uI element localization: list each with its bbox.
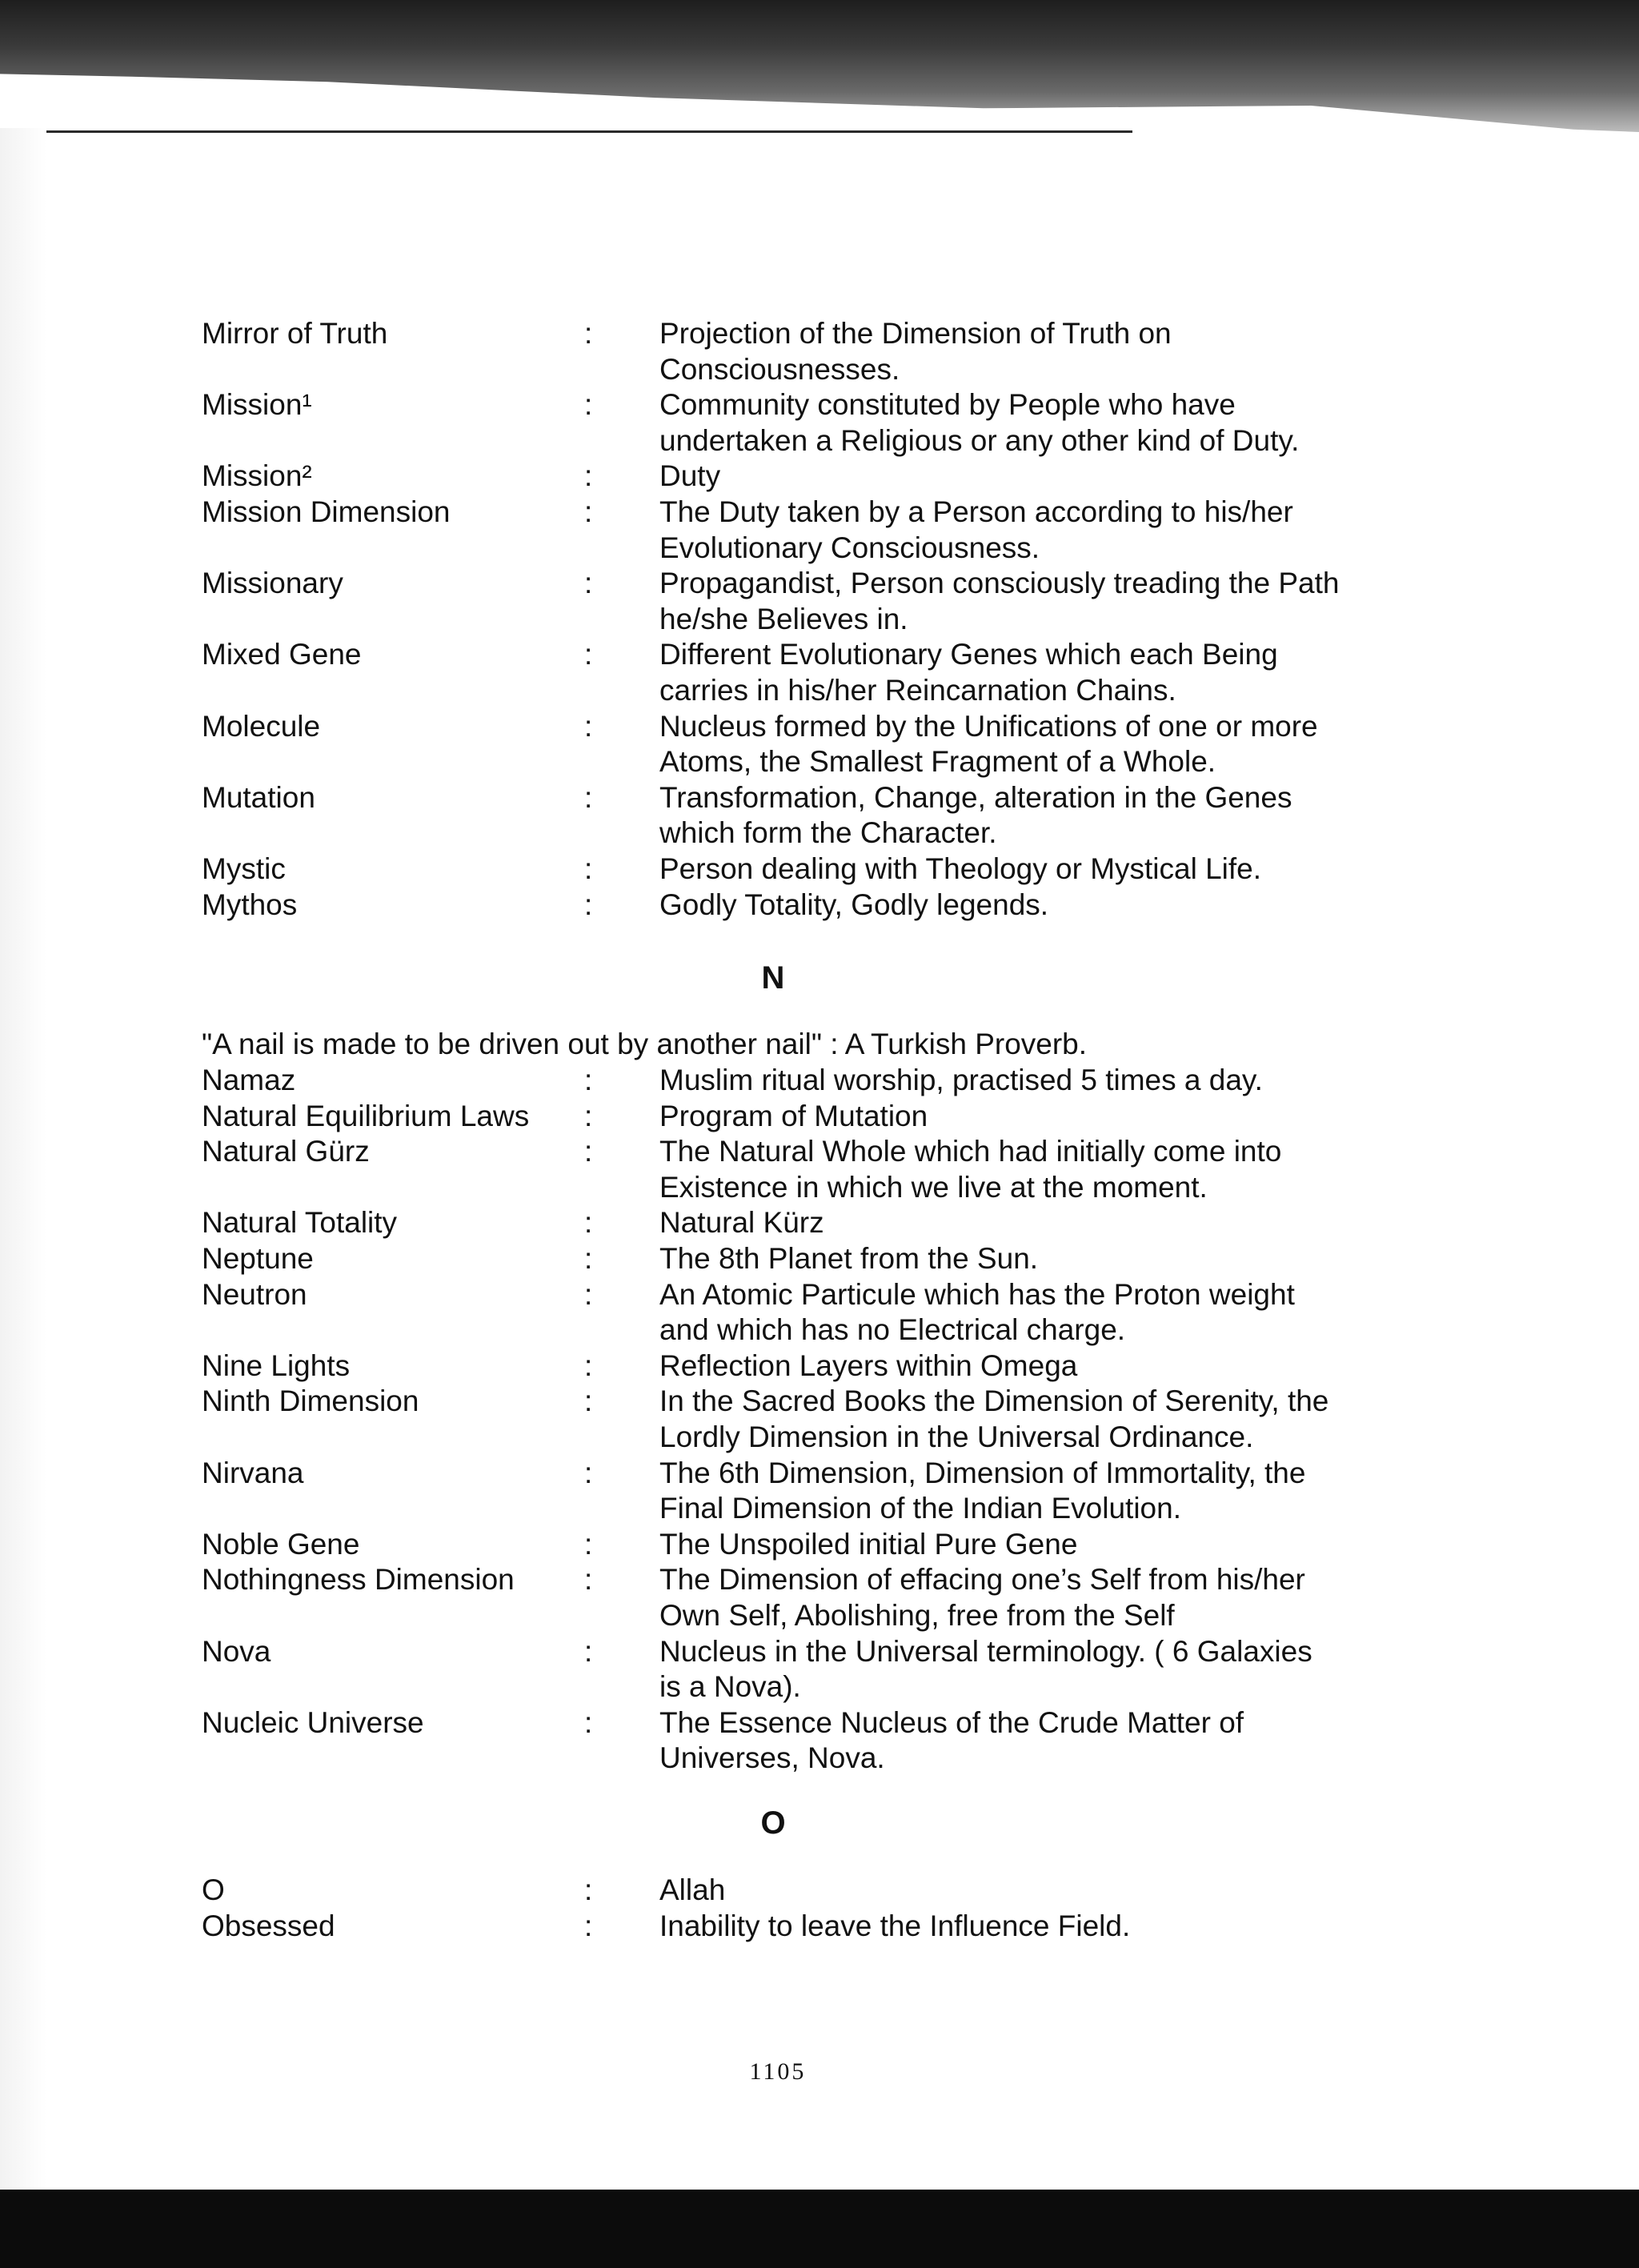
definition-line: Transformation, Change, alteration in the Genes <box>659 780 1292 814</box>
term-separator: : <box>584 638 593 671</box>
glossary-term: Nothingness Dimension <box>202 1563 515 1597</box>
glossary-definition <box>659 1099 1362 1135</box>
glossary-definition <box>659 566 1362 637</box>
definition-line: Existence in which we live at the moment. <box>659 1170 1208 1204</box>
glossary-term: Neptune <box>202 1241 314 1275</box>
glossary-definition <box>659 709 1362 780</box>
glossary-entry <box>202 1277 1362 1348</box>
glossary-definition <box>659 1384 1362 1455</box>
glossary-entry <box>202 1873 1362 1909</box>
glossary-definition <box>659 1705 1362 1777</box>
glossary-definition <box>659 1634 1362 1705</box>
term-separator: : <box>584 1705 593 1739</box>
term-separator: : <box>584 567 593 600</box>
definition-line: The Natural Whole which had initially come into <box>659 1135 1282 1168</box>
glossary-term: Natural Equilibrium Laws <box>202 1099 530 1132</box>
glossary-term: Natural Totality <box>202 1206 398 1240</box>
glossary-entry <box>202 888 1362 924</box>
definition-line: The Duty taken by a Person according to his/her <box>659 495 1293 528</box>
glossary-term: Noble Gene <box>202 1527 360 1561</box>
glossary-term: Obsessed <box>202 1909 335 1942</box>
term-separator: : <box>584 317 593 350</box>
glossary-entry <box>202 1562 1362 1633</box>
definition-line: Allah <box>659 1873 726 1906</box>
glossary-term: Ninth Dimension <box>202 1384 419 1418</box>
definition-line: Atoms, the Smallest Fragment of a Whole. <box>659 745 1216 779</box>
section-letter-o: O <box>760 1805 786 1841</box>
definition-line: Natural Kürz <box>659 1206 824 1240</box>
term-separator: : <box>584 1456 593 1489</box>
glossary-entry <box>202 1063 1362 1099</box>
glossary-definition <box>659 316 1362 387</box>
section-letter-n: N <box>761 960 785 996</box>
glossary-entry <box>202 1705 1362 1777</box>
definition-line: is a Nova). <box>659 1670 801 1704</box>
term-separator: : <box>584 495 593 528</box>
glossary-entry <box>202 387 1362 459</box>
glossary-entry <box>202 566 1362 637</box>
glossary-term: Mythos <box>202 888 298 921</box>
term-separator: : <box>584 1099 593 1132</box>
glossary-term: Nirvana <box>202 1456 304 1489</box>
glossary-definition <box>659 1277 1362 1348</box>
glossary-entry <box>202 780 1362 852</box>
glossary-entry <box>202 1099 1362 1135</box>
term-separator: : <box>584 459 593 493</box>
glossary-definition <box>659 387 1362 459</box>
definition-line: Community constituted by People who have <box>659 388 1236 422</box>
glossary-entry <box>202 709 1362 780</box>
glossary-term: Nova <box>202 1634 271 1668</box>
definition-line: Inability to leave the Influence Field. <box>659 1909 1131 1942</box>
glossary-entry <box>202 1634 1362 1705</box>
definition-line: An Atomic Particule which has the Proton weight <box>659 1277 1295 1311</box>
glossary-definition <box>659 888 1362 924</box>
definition-line: The 6th Dimension, Dimension of Immortality, the <box>659 1456 1306 1489</box>
term-separator: : <box>584 852 593 885</box>
definition-line: The Dimension of effacing one’s Self from his/her <box>659 1563 1305 1597</box>
section-o-entries <box>202 1873 1362 1944</box>
glossary-entry <box>202 459 1362 495</box>
glossary-entry <box>202 495 1362 566</box>
glossary-definition <box>659 852 1362 888</box>
definition-line: The 8th Planet from the Sun. <box>659 1241 1039 1275</box>
glossary-term: Mixed Gene <box>202 638 362 671</box>
glossary-term: Molecule <box>202 709 321 743</box>
glossary-entry <box>202 1384 1362 1455</box>
definition-line: Evolutionary Consciousness. <box>659 531 1040 564</box>
glossary-definition <box>659 1562 1362 1633</box>
term-separator: : <box>584 1527 593 1561</box>
glossary-definition <box>659 1909 1362 1945</box>
definition-line: Different Evolutionary Genes which each Being <box>659 638 1278 671</box>
definition-line: The Essence Nucleus of the Crude Matter of <box>659 1705 1244 1739</box>
glossary-term: O <box>202 1873 225 1906</box>
glossary-term: Neutron <box>202 1277 307 1311</box>
glossary-definition <box>659 1134 1362 1205</box>
definition-line: Program of Mutation <box>659 1099 928 1132</box>
glossary-term: Namaz <box>202 1064 296 1096</box>
glossary-entry <box>202 1134 1362 1205</box>
term-separator: : <box>584 1634 593 1668</box>
term-separator: : <box>584 888 593 921</box>
glossary-term: Mirror of Truth <box>202 317 388 350</box>
glossary-definition <box>659 1348 1362 1384</box>
term-separator: : <box>584 388 593 422</box>
definition-line: he/she Believes in. <box>659 602 908 635</box>
definition-line: Final Dimension of the Indian Evolution. <box>659 1492 1181 1525</box>
proverb-quote: "A nail is made to be driven out by another nail" : A Turkish Proverb. <box>202 1028 1088 1060</box>
term-separator: : <box>584 780 593 814</box>
term-separator: : <box>584 1064 593 1096</box>
section-m-entries <box>202 316 1362 923</box>
definition-line: which form the Character. <box>659 816 997 850</box>
definition-line: carries in his/her Reincarnation Chains. <box>659 673 1176 707</box>
term-separator: : <box>584 1277 593 1311</box>
definition-line: In the Sacred Books the Dimension of Serenity, the <box>659 1384 1329 1418</box>
section-n-block <box>202 1027 1362 1063</box>
definition-line: and which has no Electrical charge. <box>659 1313 1126 1347</box>
glossary-entry <box>202 637 1362 708</box>
glossary-term: Mission Dimension <box>202 495 451 528</box>
glossary-term: Missionary <box>202 567 343 600</box>
definition-line: Consciousnesses. <box>659 352 900 386</box>
definition-line: Lordly Dimension in the Universal Ordinance. <box>659 1420 1254 1453</box>
glossary-entry <box>202 1241 1362 1277</box>
glossary-term: Mystic <box>202 852 286 885</box>
term-separator: : <box>584 1135 593 1168</box>
definition-line: Nucleus in the Universal terminology. ( 6 Galaxies <box>659 1634 1312 1668</box>
page-number: 1105 <box>749 2058 807 2085</box>
definition-line: Godly Totality, Godly legends. <box>659 888 1049 921</box>
glossary-term: Natural Gürz <box>202 1135 370 1168</box>
definition-line: Propagandist, Person consciously treading the Path <box>659 567 1340 600</box>
glossary-entry <box>202 1527 1362 1563</box>
glossary-term: Mutation <box>202 780 315 814</box>
glossary-term: Nine Lights <box>202 1348 351 1382</box>
glossary-definition <box>659 637 1362 708</box>
definition-line: Duty <box>659 459 721 493</box>
glossary-definition <box>659 1527 1362 1563</box>
glossary-definition <box>659 1241 1362 1277</box>
term-separator: : <box>584 1909 593 1942</box>
definition-line: Person dealing with Theology or Mystical Life. <box>659 852 1262 885</box>
term-separator: : <box>584 1241 593 1275</box>
glossary-definition <box>659 1456 1362 1527</box>
definition-line: Own Self, Abolishing, free from the Self <box>659 1598 1175 1632</box>
glossary-entry <box>202 1456 1362 1527</box>
definition-line: undertaken a Religious or any other kind of Duty. <box>659 423 1300 457</box>
glossary-definition <box>659 1873 1362 1909</box>
glossary-term: Mission¹ <box>202 388 312 422</box>
definition-line: Nucleus formed by the Unifications of one or more <box>659 709 1318 743</box>
definition-line: Projection of the Dimension of Truth on <box>659 317 1172 350</box>
glossary-definition <box>659 1205 1362 1241</box>
term-separator: : <box>584 1206 593 1240</box>
glossary-term: Nucleic Universe <box>202 1705 424 1739</box>
glossary-term: Mission² <box>202 459 312 493</box>
term-separator: : <box>584 709 593 743</box>
glossary-entry <box>202 316 1362 387</box>
definition-line: The Unspoiled initial Pure Gene <box>659 1527 1078 1561</box>
glossary-entry <box>202 1205 1362 1241</box>
glossary-definition <box>659 459 1362 495</box>
section-n-entries <box>202 1063 1362 1777</box>
glossary-entry <box>202 1909 1362 1945</box>
glossary-definition <box>659 495 1362 566</box>
term-separator: : <box>584 1384 593 1418</box>
definition-line: Muslim ritual worship, practised 5 times a day. <box>659 1064 1263 1096</box>
glossary-entry <box>202 1348 1362 1384</box>
term-separator: : <box>584 1873 593 1906</box>
term-separator: : <box>584 1348 593 1382</box>
definition-line: Universes, Nova. <box>659 1741 885 1775</box>
glossary-definition <box>659 780 1362 852</box>
definition-line: Reflection Layers within Omega <box>659 1348 1078 1382</box>
glossary-entry <box>202 852 1362 888</box>
term-separator: : <box>584 1563 593 1597</box>
glossary-definition <box>659 1063 1362 1099</box>
